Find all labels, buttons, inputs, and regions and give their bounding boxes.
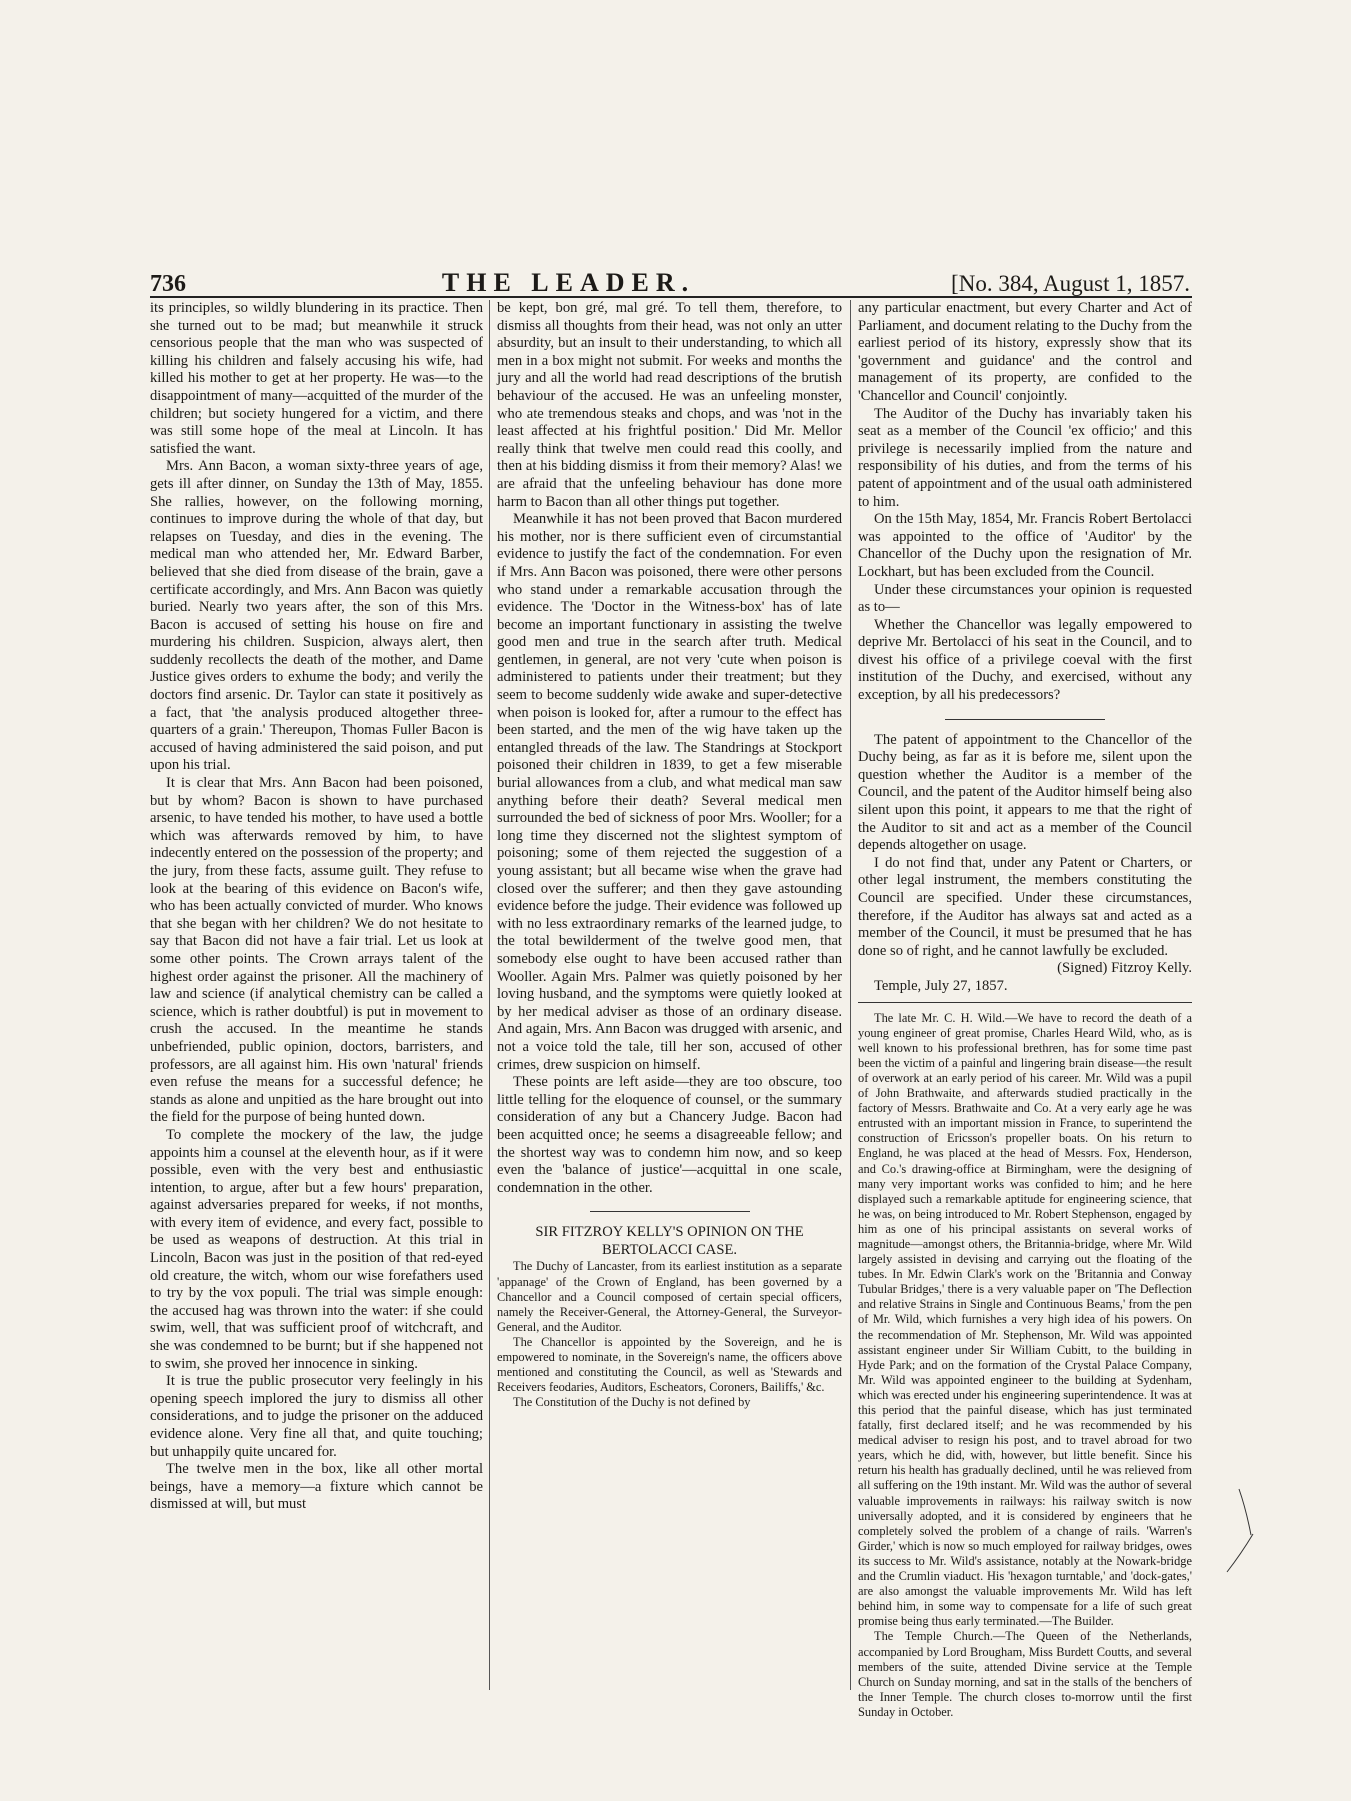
article-paragraph: Under these circumstances your opinion is requested as to— xyxy=(858,581,1192,616)
article-paragraph: its principles, so wildly blundering in its practice. Then she turned out to be mad; but meanwhile it struck censorious people that the man who was suspected of killing his children and falsely accusing his wife, had killed his mother to get at her property. He was—to the disappointment of many—acquitted of the murder of the children; but society hungered for a victim, and there was still some hope of the meal at Lincoln. It has satisfied the want. xyxy=(150,300,483,457)
dateline: Temple, July 27, 1857. xyxy=(874,977,1008,994)
opinion-paragraph: I do not find that, under any Patent or Charters, or other legal instrument, the members constituting the Council are specified. Under these circumstances, therefore, if the Auditor has always sat and acted as a member of the Council, it must be presumed that he has done so of right, and he cannot lawfully be excluded. xyxy=(858,854,1192,959)
issue-date: [No. 384, August 1, 1857. xyxy=(951,271,1190,296)
section-separator xyxy=(945,719,1105,720)
column-left xyxy=(150,300,483,1690)
column-middle xyxy=(497,300,842,1690)
article-paragraph: Meanwhile it has not been proved that Bacon murdered his mother, nor is there sufficient even of circumstantial evidence to justify the fact of the condemnation. For even if Mrs. Ann Bacon was poisoned, there were other persons who stand under a remarkable accusation through the evidence. The 'Doctor in the Witness-box' has of late become an important functionary in assisting the twelve good men and true in the search after truth. Medical gentlemen, in general, are not very 'cute when poison is administered to patients under their treatment; but they seem to become suddenly wide awake and super-detective when poison is looked for, after a rumour to the effect has been started, and the men of the wig have taken up the entangled threads of the law. The Standrings at Stockport poisoned their children in 1839, to get a few miserable burial allowances from a club, and what medical man saw anything before their death? Several medical men surrounded the bed of sickness of poor Mrs. Wooller; for a long time they discerned not the slightest symptom of poisoning; some of them rejected the suggestion of a young assistant; but all became wise when the grave had closed over the sufferer; and then they gave astounding evidence before the judge. Their evidence was followed up with no less extraordinary remarks of the learned judge, to the total bewilderment of the twelve good men, that somebody else ought to have been accused rather than Wooller. Again Mrs. Palmer was quietly poisoned by her loving husband, and the symptoms were quietly looked at by her medical adviser as those of an ordinary disease. And again, Mrs. Ann Bacon was drugged with arsenic, and not a voice told the tale, till her son, accused of other crimes, drew suspicion on himself. xyxy=(497,511,842,1073)
masthead-title: THE LEADER. xyxy=(441,268,696,297)
article-heading: SIR FITZROY KELLY'S OPINION ON THE BERTOLACCI CASE. xyxy=(535,1224,804,1258)
signature: (Signed) Fitzroy Kelly. xyxy=(1057,960,1192,977)
column-divider xyxy=(489,300,490,1690)
section-separator xyxy=(590,1211,750,1212)
page-header xyxy=(150,268,1190,297)
article-paragraph: be kept, bon gré, mal gré. To tell them, therefore, to dismiss all thoughts from their head, was not only an utter absurdity, but an insult to their understanding, to which all men in a box might not submit. For weeks and months the jury and all the world had read descriptions of the brutish behaviour of the accused. He was an unfeeling monster, who ate tremendous steaks and chops, and was 'not in the least affected at his frightful position.' Did Mr. Mellor really think that twelve men could read this coolly, and then at his bidding dismiss it from their memory? Alas! we are afraid that the unfeeling behaviour has done more harm to Bacon than all other things put together. xyxy=(497,300,842,510)
article-paragraph: any particular enactment, but every Charter and Act of Parliament, and document relating to the Duchy from the earliest period of its history, expressly show that its 'government and guidance' and the control and management of its property, are confided to the 'Chancellor and Council' conjointly. xyxy=(858,300,1192,404)
article-paragraph: The Constitution of the Duchy is not defined by xyxy=(513,1395,751,1410)
section-separator xyxy=(858,1002,1192,1003)
article-paragraph: These points are left aside—they are too obscure, too little telling for the eloquence of counsel, or the summary consideration of any but a Chancery Judge. Bacon had been acquitted once; he seems a disagreeable fellow; and the shortest way was to condemn him now, and so keep even the 'balance of justice'—acquittal in one scale, condemnation in the other. xyxy=(497,1074,842,1196)
page-number: 736 xyxy=(150,271,186,297)
margin-pencil-mark xyxy=(1237,1487,1255,1537)
opinion-paragraph: The patent of appointment to the Chancellor of the Duchy being, as far as it is before me, silent upon the question whether the Auditor is a member of the Council, and the patent of the Auditor himself being also silent upon this point, it appears to me that the right of the Auditor to sit and act as a member of the Council depends altogether on usage. xyxy=(858,731,1192,854)
article-paragraph: Mrs. Ann Bacon, a woman sixty-three years of age, gets ill after dinner, on Sunday the 13th of May, 1855. She rallies, however, on the following morning, continues to improve during the whole of that day, but relapses on Tuesday, and dies in the evening. The medical man who attended her, Mr. Edward Barber, believed that she died from disease of the brain, gave a certificate accordingly, and Mrs. Ann Bacon was quietly buried. Nearly two years after, the son of this Mrs. Bacon is accused of setting his house on fire and murdering his children. Suspicion, always alert, then suddenly recollects the death of the mother, and Dame Justice gives orders to exhume the body; and verily the doctors find arsenic. Dr. Taylor can state it positively as a fact, that 'the analysis produced altogether three-quarters of a grain.' Thereupon, Thomas Fuller Bacon is accused of having administered the said poison, and put upon his trial. xyxy=(150,458,483,774)
article-paragraph: The Chancellor is appointed by the Sovereign, and he is empowered to nominate, in the Sovereign's name, the officers above mentioned and constituting the Council, as well as 'Stewards and Receivers feodaries, Auditors, Escheators, Coroners, Bailiffs,' &c. xyxy=(497,1334,842,1395)
column-divider xyxy=(850,300,851,1690)
article-paragraph: It is true the public prosecutor very feelingly in his opening speech implored the jury to dismiss all other considerations, and to judge the prisoner on the adduced evidence alone. Very fine all that, and quite touching; but unhappily quite uncared for. xyxy=(150,1373,483,1460)
article-paragraph: On the 15th May, 1854, Mr. Francis Robert Bertolacci was appointed to the office of 'Auditor' by the Chancellor of the Duchy upon the resignation of Mr. Lockhart, but has been excluded from the Council. xyxy=(858,511,1192,580)
margin-pencil-mark xyxy=(1225,1532,1255,1574)
article-paragraph: It is clear that Mrs. Ann Bacon had been poisoned, but by whom? Bacon is shown to have purchased arsenic, to have tended his mother, to have used a bottle which was afterwards removed by him, to have indecently entered on the possession of the property; and the jury, from these facts, assume guilt. They refuse to look at the bearing of this evidence on Bacon's wife, who has been actually convicted of murder. Who knows that she began with her children? We do not hesitate to say that Bacon did not have a fair trial. Let us look at some other points. The Crown arrays talent of the highest order against the prisoner. All the machinery of law and science (if analytical chemistry can be called a science, which is rather doubtful) is put in movement to crush the accused. In the meantime he stands unbefriended, public opinion, doctors, barristers, and professors, are all against him. His own 'natural' friends even refuse the means for a successful defence; he stands as alone and unpitied as the hare brought out into the field for the purpose of being hunted down. xyxy=(150,775,483,1126)
news-item-temple-church: The Temple Church.—The Queen of the Netherlands, accompanied by Lord Brougham, Miss Burdett Coutts, and several members of the suite, attended Divine service at the Temple Church on Sunday morning, and sat in the stalls of the benchers of the Inner Temple. The church closes to-morrow until the first Sunday in October. xyxy=(858,1629,1192,1719)
column-right xyxy=(858,300,1192,1719)
news-item-wild: The late Mr. C. H. Wild.—We have to record the death of a young engineer of great promise, Charles Heard Wild, who, as is well known to his professional brethren, has for some time past been the victim of a painful and lingering brain disease—the result of overwork at an early period of his career. Mr. Wild was a pupil of John Brathwaite, and afterwards studied practically in the factory of Messrs. Brathwaite and Co. At a very early age he was entrusted with an important mission in France, to superintend the construction of Ericsson's propeller boats. On his return to England, he was placed at the head of Messrs. Fox, Henderson, and Co.'s drawing-office at Birmingham, were the designing of many very important works was confided to him; and he here displayed such a remarkable aptitude for engineering science, that he was, on being introduced to Mr. Robert Stephenson, engaged by him as one of his principal assistants on several works of magnitude—amongst others, the Britannia-bridge, where Mr. Wild largely assisted in devising and carrying out the floating of the tubes. In Mr. Edwin Clark's work on the 'Britannia and Conway Tubular Bridges,' there is a very valuable paper on 'The Deflection and relative Strains in Single and Continuous Beams,' from the pen of Mr. Wild, which furnishes a very high idea of his powers. On the recommendation of Mr. Stephenson, Mr. Wild was appointed assistant engineer under Sir William Cubitt, to the building in Hyde Park; and on the formation of the Crystal Palace Company, Mr. Wild was appointed engineer to the building at Sydenham, which was erected under his engineering superintendence. It was at this period that the painful disease, which has just terminated fatally, first declared itself; and he was recommended by his medical adviser to resign his post, and to travel abroad for two years, which he did, with, however, but little benefit. Since his return his health has gradually declined, until he was relieved from all suffering on the 19th instant. Mr. Wild was the author of several valuable improvements in railways: his railway switch is now universally adopted, and it is considered by engineers that he completely solved the problem of a change of rails. 'Warren's Girder,' which is now so much employed for railway bridges, owes its success to Mr. Wild's assistance, notably at the Nowark-bridge and the Crumlin viaduct. His 'hexagon turntable,' and 'dock-gates,' are also amongst the valuable improvements Mr. Wild has left behind him, in some way to compensate for a life of such great promise being thus early terminated.—The Builder. xyxy=(858,1010,1192,1629)
header-rule xyxy=(150,296,1192,298)
article-paragraph: Whether the Chancellor was legally empowered to deprive Mr. Bertolacci of his seat in the Council, and to divest his office of a privilege coeval with the first institution of the Duchy, and exercised, without any exception, by all his predecessors? xyxy=(858,616,1192,704)
article-paragraph: The twelve men in the box, like all other mortal beings, have a memory—a fixture which cannot be dismissed at will, but must xyxy=(150,1461,483,1513)
article-paragraph: The Duchy of Lancaster, from its earliest institution as a separate 'appanage' of the Crown of England, has been governed by a Chancellor and a Council composed of certain special officers, namely the Receiver-General, the Attorney-General, the Surveyor-General, and the Auditor. xyxy=(497,1259,842,1334)
article-paragraph: The Auditor of the Duchy has invariably taken his seat as a member of the Council 'ex officio;' and this privilege is necessarily implied from the nature and responsibility of his duties, and from the terms of his patent of appointment and of the usual oath administered to him. xyxy=(858,405,1192,510)
article-paragraph: To complete the mockery of the law, the judge appoints him a counsel at the eleventh hour, as if it were possible, even with the very best and enthusiastic intention, to argue, after but a few hours' preparation, against adversaries prepared for weeks, if not months, with every item of evidence, and every fact, possible to be used as weapons of destruction. At this trial in Lincoln, Bacon was just in the position of that red-eyed old creature, the witch, whom our wise forefathers used to try by the vox populi. The trial was simple enough: the accused hag was thrown into the water: if she could swim, well, that was sufficient proof of witchcraft, and she was condemned to be burnt; but if she happened not to swim, she proved her innocence in sinking. xyxy=(150,1126,483,1372)
